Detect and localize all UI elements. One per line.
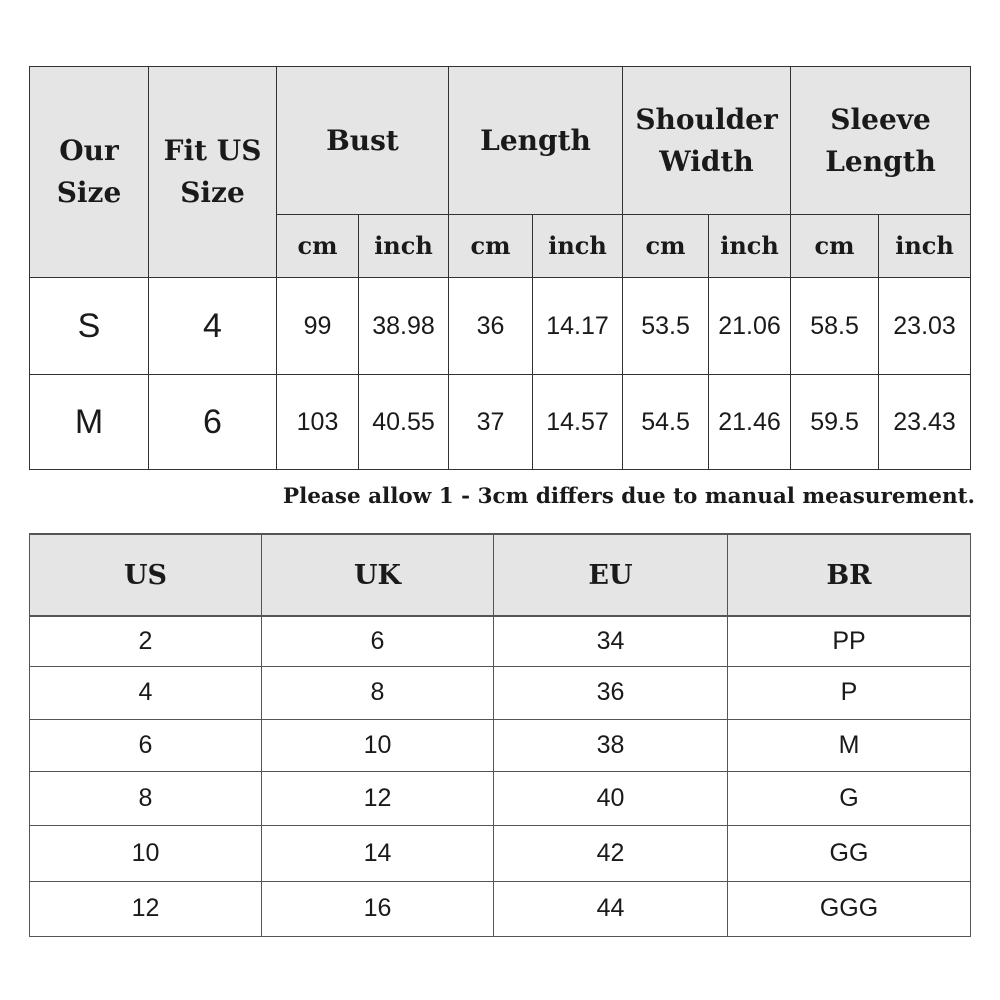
measure-cell: 59.5	[791, 375, 879, 470]
measure-cell: 23.03	[879, 278, 971, 375]
uk-cell: 10	[262, 719, 494, 771]
table-row	[30, 278, 971, 375]
unit-header: inch	[533, 215, 623, 278]
size-chart-table	[29, 66, 971, 470]
eu-cell: 42	[494, 825, 728, 881]
measure-cell: 21.46	[709, 375, 791, 470]
br-cell: GGG	[728, 881, 971, 936]
unit-header: cm	[623, 215, 709, 278]
header-uk: UK	[262, 534, 494, 616]
table-row	[30, 771, 971, 825]
unit-header: inch	[879, 215, 971, 278]
br-cell: P	[728, 666, 971, 719]
eu-cell: 40	[494, 771, 728, 825]
us-cell: 12	[30, 881, 262, 936]
header-us: US	[30, 534, 262, 616]
header-fit-us-size: Fit US Size	[149, 67, 277, 278]
us-cell: 6	[30, 719, 262, 771]
measure-cell: 58.5	[791, 278, 879, 375]
measure-cell: 103	[277, 375, 359, 470]
measure-cell: 14.17	[533, 278, 623, 375]
unit-header: cm	[791, 215, 879, 278]
uk-cell: 8	[262, 666, 494, 719]
header-length: Length	[449, 67, 623, 215]
header-bust: Bust	[277, 67, 449, 215]
table-row	[30, 616, 971, 666]
unit-header: cm	[449, 215, 533, 278]
unit-header: inch	[359, 215, 449, 278]
table-row	[30, 719, 971, 771]
uk-cell: 12	[262, 771, 494, 825]
our-size-cell: S	[30, 278, 149, 375]
header-br: BR	[728, 534, 971, 616]
measure-cell: 21.06	[709, 278, 791, 375]
us-cell: 10	[30, 825, 262, 881]
uk-cell: 14	[262, 825, 494, 881]
eu-cell: 38	[494, 719, 728, 771]
eu-cell: 44	[494, 881, 728, 936]
measure-cell: 23.43	[879, 375, 971, 470]
measure-cell: 99	[277, 278, 359, 375]
header-our-size: Our Size	[30, 67, 149, 278]
our-size-cell: M	[30, 375, 149, 470]
us-cell: 8	[30, 771, 262, 825]
table-row	[30, 666, 971, 719]
br-cell: PP	[728, 616, 971, 666]
br-cell: M	[728, 719, 971, 771]
measure-cell: 53.5	[623, 278, 709, 375]
fit-us-cell: 6	[149, 375, 277, 470]
fit-us-cell: 4	[149, 278, 277, 375]
measure-cell: 36	[449, 278, 533, 375]
measure-cell: 40.55	[359, 375, 449, 470]
uk-cell: 16	[262, 881, 494, 936]
measurement-note: Please allow 1 - 3cm differs due to manual measurement.	[282, 484, 975, 509]
header-sleeve-length: Sleeve Length	[791, 67, 971, 215]
size-conversion-table	[29, 533, 971, 937]
header-shoulder-width: Shoulder Width	[623, 67, 791, 215]
table-row	[30, 825, 971, 881]
eu-cell: 34	[494, 616, 728, 666]
us-cell: 4	[30, 666, 262, 719]
unit-header: inch	[709, 215, 791, 278]
table-row	[30, 881, 971, 936]
uk-cell: 6	[262, 616, 494, 666]
eu-cell: 36	[494, 666, 728, 719]
measure-cell: 54.5	[623, 375, 709, 470]
br-cell: GG	[728, 825, 971, 881]
unit-header: cm	[277, 215, 359, 278]
measure-cell: 37	[449, 375, 533, 470]
us-cell: 2	[30, 616, 262, 666]
header-eu: EU	[494, 534, 728, 616]
measure-cell: 38.98	[359, 278, 449, 375]
measure-cell: 14.57	[533, 375, 623, 470]
br-cell: G	[728, 771, 971, 825]
table-row	[30, 375, 971, 470]
